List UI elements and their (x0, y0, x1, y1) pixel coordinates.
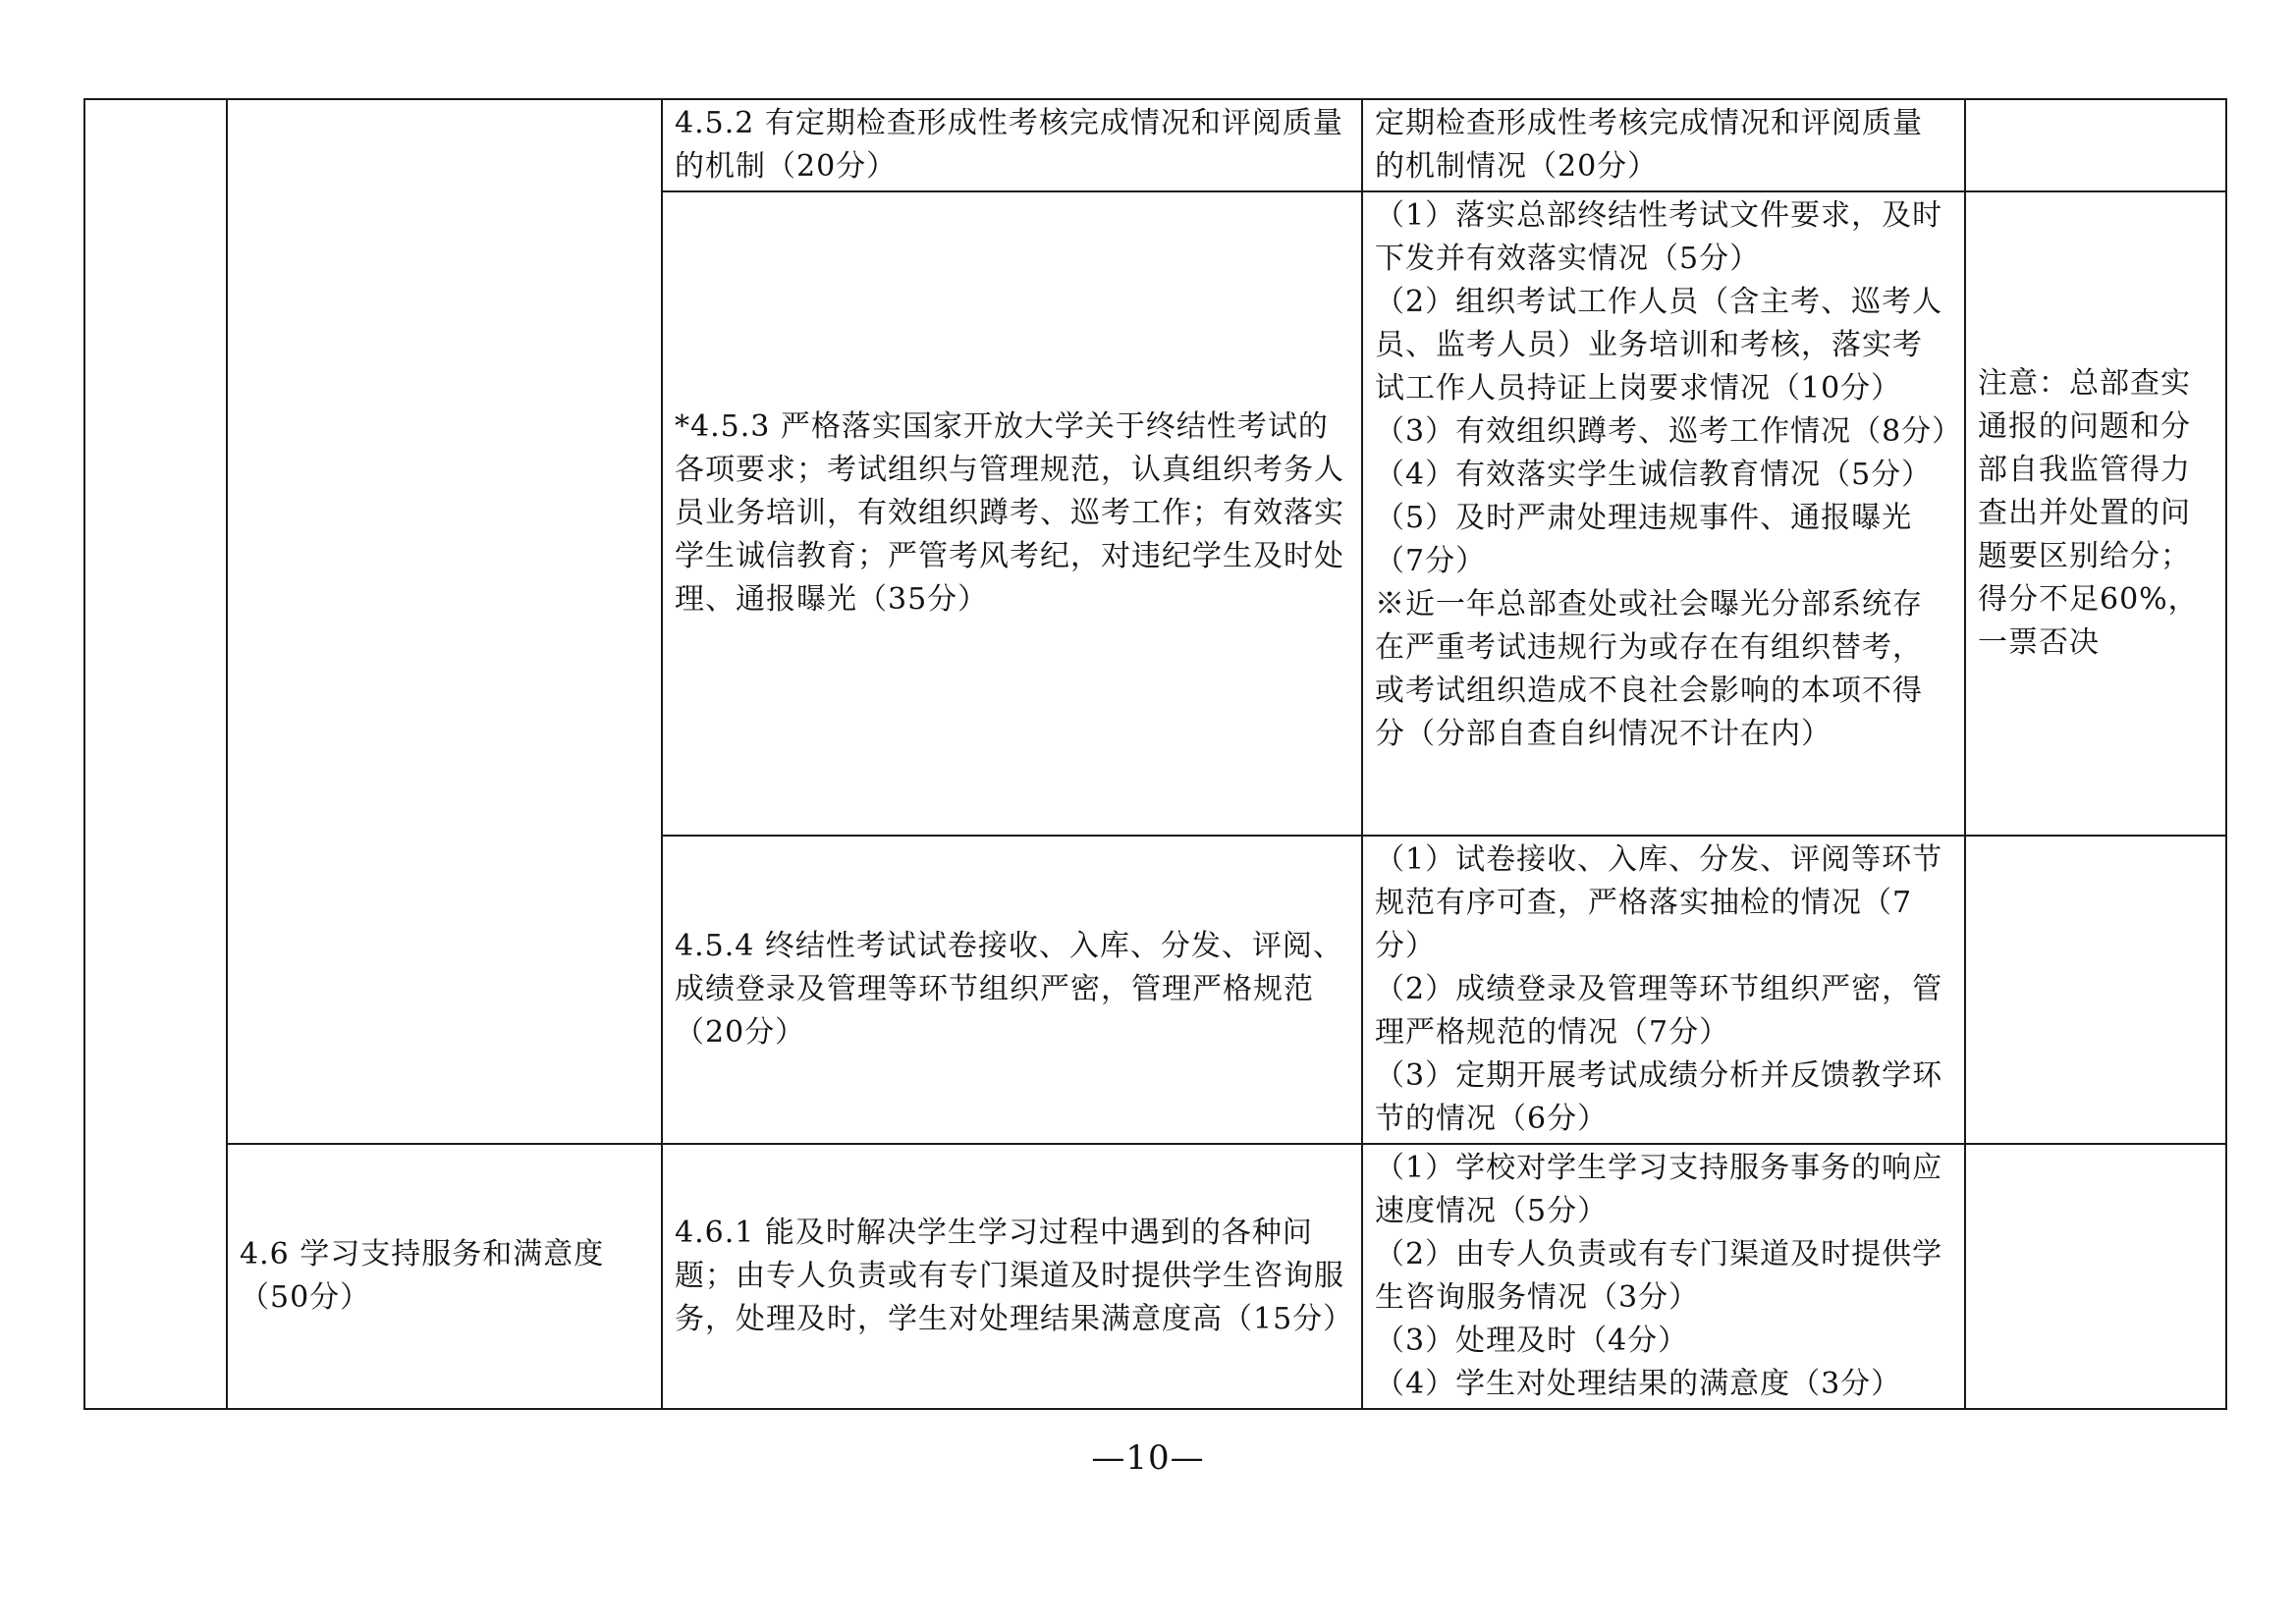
criteria-cell (1362, 99, 1965, 191)
criteria-item: （3）处理及时（4分） (1375, 1324, 1689, 1358)
category-cell: 4.6 学习支持服务和满意度（50分） (227, 1144, 662, 1409)
criteria-item: 定期检查形成性考核完成情况和评阅质量的机制情况（20分） (1375, 106, 1923, 184)
evaluation-table (83, 98, 2227, 1410)
criteria-item: （2）由专人负责或有专门渠道及时提供学生咨询服务情况（3分） (1375, 1237, 1943, 1315)
criteria-item: （5）及时严肃处理违规事件、通报曝光（7分） (1375, 501, 1913, 578)
note-cell (1965, 1144, 2226, 1409)
criteria-item: （3）有效组织蹲考、巡考工作情况（8分） (1375, 414, 1963, 449)
indicator-cell: 4.5.2 有定期检查形成性考核完成情况和评阅质量的机制（20分） (662, 99, 1362, 191)
criteria-item: （1）落实总部终结性考试文件要求，及时下发并有效落实情况（5分） (1375, 198, 1943, 276)
level1-cell (84, 99, 227, 1409)
criteria-item: （4）有效落实学生诚信教育情况（5分） (1375, 458, 1933, 492)
criteria-item: （1）试卷接收、入库、分发、评阅等环节规范有序可查，严格落实抽检的情况（7分） (1375, 842, 1943, 963)
criteria-item: （4）学生对处理结果的满意度（3分） (1375, 1367, 1902, 1401)
table-row (84, 1144, 2226, 1409)
note-cell (1965, 99, 2226, 191)
criteria-cell (1362, 191, 1965, 836)
criteria-cell (1362, 1144, 1965, 1409)
criteria-item: （3）定期开展考试成绩分析并反馈教学环节的情况（6分） (1375, 1058, 1943, 1136)
table-row (84, 99, 2226, 191)
criteria-cell (1362, 836, 1965, 1144)
note-cell (1965, 836, 2226, 1144)
criteria-item: （1）学校对学生学习支持服务事务的响应速度情况（5分） (1375, 1151, 1943, 1228)
note-cell: 注意：总部查实通报的问题和分部自我监管得力查出并处置的问题要区别给分；得分不足60%，一票否决 (1965, 191, 2226, 836)
level2-cell (227, 99, 662, 1144)
indicator-cell: 4.6.1 能及时解决学生学习过程中遇到的各种问题；由专人负责或有专门渠道及时提供学生咨询服务，处理及时，学生对处理结果满意度高（15分） (662, 1144, 1362, 1409)
criteria-item: （2）成绩登录及管理等环节组织严密，管理严格规范的情况（7分） (1375, 972, 1943, 1050)
criteria-item: ※近一年总部查处或社会曝光分部系统存在严重考试违规行为或存在有组织替考，或考试组织造成不良社会影响的本项不得分（分部自查自纠情况不计在内） (1375, 587, 1923, 751)
criteria-item: （2）组织考试工作人员（含主考、巡考人员、监考人员）业务培训和考核，落实考试工作人员持证上岗要求情况（10分） (1375, 285, 1943, 406)
indicator-cell: 4.5.4 终结性考试试卷接收、入库、分发、评阅、成绩登录及管理等环节组织严密，管理严格规范（20分） (662, 836, 1362, 1144)
page-number: —10— (1091, 1438, 1205, 1478)
indicator-cell: *4.5.3 严格落实国家开放大学关于终结性考试的各项要求；考试组织与管理规范，认真组织考务人员业务培训，有效组织蹲考、巡考工作；有效落实学生诚信教育；严管考风考纪，对违纪学生及时处理、通报曝光（35分） (662, 191, 1362, 836)
